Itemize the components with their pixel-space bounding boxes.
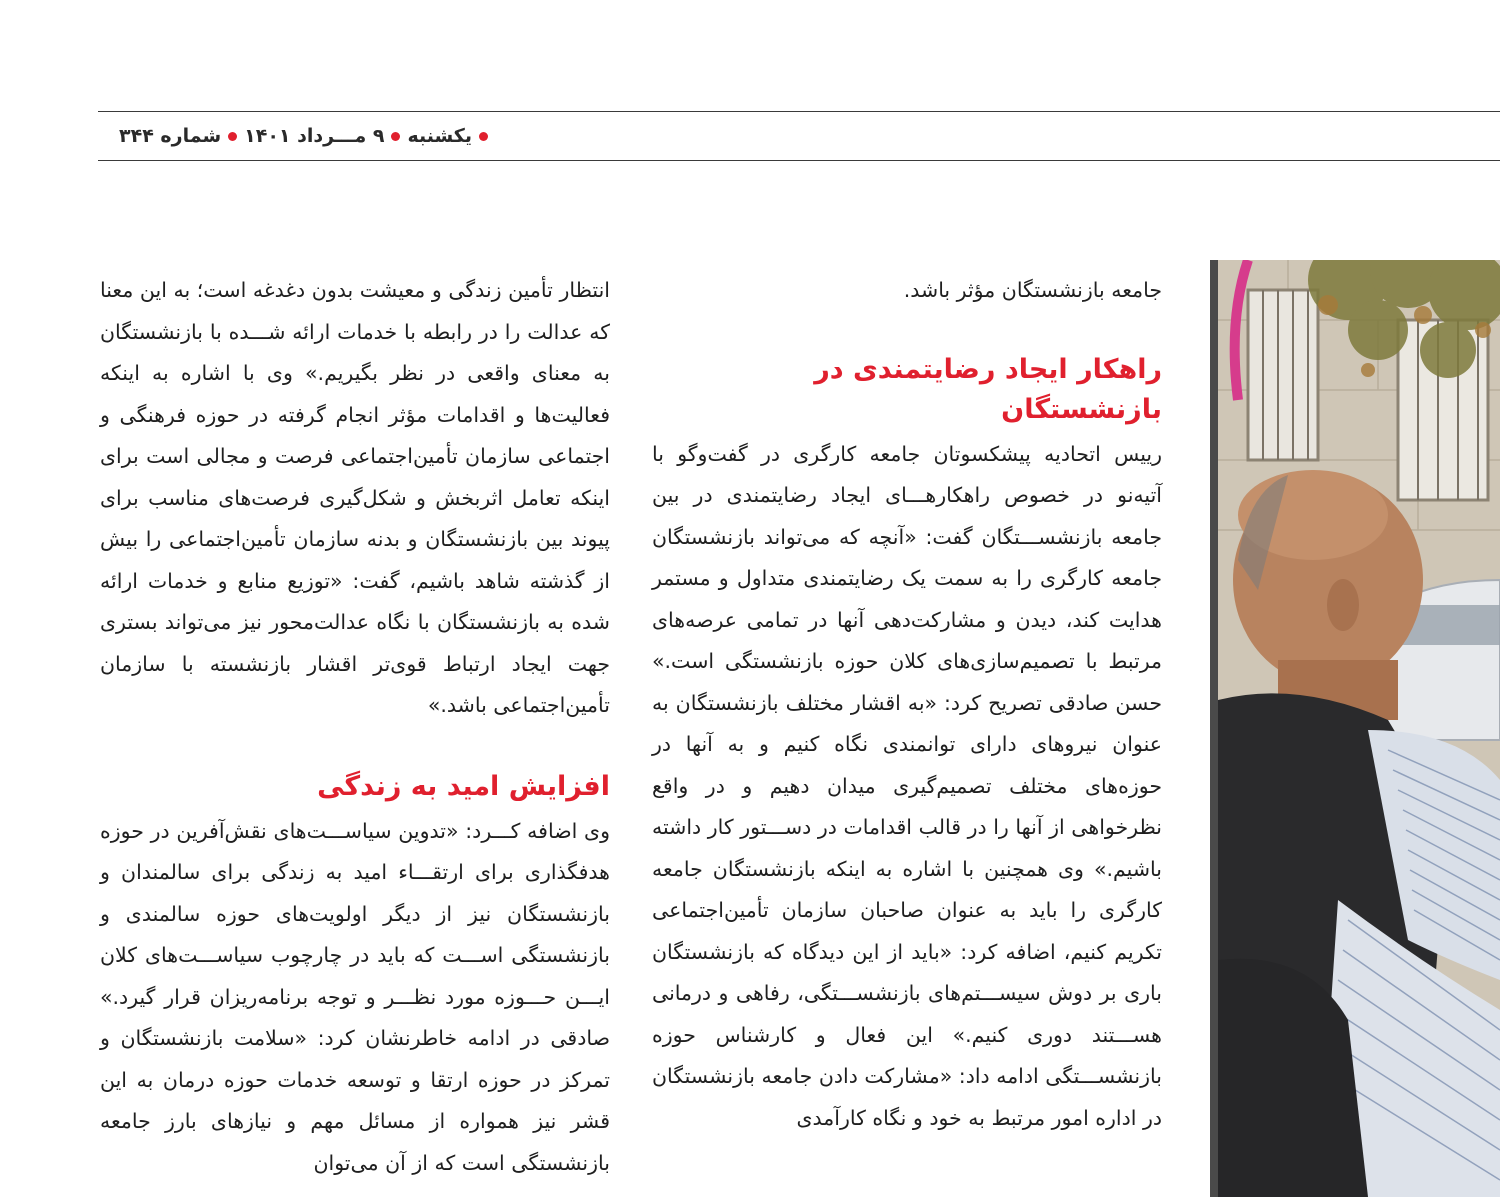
issue-header xyxy=(98,118,488,154)
issue-number: شماره ۳۴۴ xyxy=(119,125,222,147)
article-body-text: وی اضافه کـــرد: «تدوین سیاســـت‌های نقش‌آفرین در حوزه هدفگذاری برای ارتقـــاء امید به زندگی برای سالمندان و بازنشستگان نیز از دیگر اولویت‌های حوزه سالمندی و بازنشستگی اســـت که باید در چارچوب سیاســـت‌های کلان ایـــن حـــوزه مورد نظـــر و توجه برنامه‌ریزان قرار گیرد.» صادقی در ادامه خاطرنشان کرد: «سلامت بازنشستگان و تمرکز در حوزه ارتقا و توسعه خدمات حوزه درمان به این قشر نیز همواره از مسائل مهم و نیازهای بارز جامعه بازنشستگی است که از آن می‌توان xyxy=(100,818,610,1175)
section-heading-life-hope: افزایش امید به زندگی xyxy=(317,770,610,802)
column-lead-text: جامعه بازنشستگان مؤثر باشد. xyxy=(903,278,1162,302)
photo-illustration xyxy=(1218,260,1500,1197)
issue-day: یکشنبه xyxy=(407,125,472,147)
bullet-dot xyxy=(479,132,488,141)
article-column-left xyxy=(100,270,610,1184)
article-body-text: انتظار تأمین زندگی و معیشت بدون دغدغه است؛ به این معنا که عدالت را در رابطه با خدمات ارائه شـــده با بازنشستگان به معنای واقعی در نظر بگیریم.» وی با اشاره به اینکه فعالیت‌ها و اقدامات مؤثر انجام گرفته در حوزه فرهنگی و اجتماعی سازمان تأمین‌اجتماعی فرصت و مجالی است برای اینکه تعامل اثربخش و شکل‌گیری فرصت‌های مناسب برای پیوند بین بازنشستگان و بدنه سازمان تأمین‌اجتماعی را بیش از گذشته شاهد باشیم، گفت: «توزیع منابع و خدمات ارائه شده به بازنشستگان با نگاه عدالت‌محور نیز می‌تواند بستری جهت ایجاد ارتباط قوی‌تر اقشار بازنشسته با سازمان تأمین‌اجتماعی باشد.» xyxy=(100,278,610,717)
article-body-text: رییس اتحادیه پیشکسوتان جامعه کارگری در گفت‌وگو با آتیه‌نو در خصوص راهکارهـــای ایجاد رضایتمندی در بین جامعه بازنشســـتگان گفت: «آنچه که می‌تواند بازنشستگان جامعه کارگری را به سمت یک رضایتمندی متداول و مستمر هدایت کند، دیدن و مشارکت‌دهی آنها در تمامی عرصه‌های مرتبط با تصمیم‌سازی‌های کلان حوزه بازنشستگی است.» حسن صادقی تصریح کرد: «به اقشار مختلف بازنشستگان به عنوان نیروهای دارای توانمندی نگاه کنیم و به آنها در حوزه‌های مختلف تصمیم‌گیری میدان دهیم و در واقع نظرخواهی از آنها را در قالب اقدامات در دســـتور کار داشته باشیم.» وی همچنین با اشاره به اینکه بازنشستگان جامعه کارگری را باید به عنوان صاحبان سازمان تأمین‌اجتماعی تکریم کنیم، اضافه کرد: «باید از این دیدگاه که بازنشستگان باری بر دوش سیســـتم‌های بازنشســـتگی، رفاهی و درمانی هســـتند دوری کنیم.» این فعال و کارشناس حوزه بازنشســـتگی ادامه داد: «مشارکت دادن جامعه بازنشستگان در اداره امور مرتبط به خود و نگاه کارآمدی xyxy=(652,441,1162,1130)
section-heading-satisfaction: راهکار ایجاد رضایتمندی در بازنشستگان xyxy=(814,353,1162,425)
article-column-middle xyxy=(652,270,1162,1139)
header-top-rule xyxy=(98,111,1500,112)
issue-date: ۹ مـــرداد ۱۴۰۱ xyxy=(244,125,385,147)
bullet-dot xyxy=(391,132,400,141)
retired-man-photo xyxy=(1210,260,1500,1197)
bullet-dot xyxy=(228,132,237,141)
header-bottom-rule xyxy=(98,160,1500,161)
